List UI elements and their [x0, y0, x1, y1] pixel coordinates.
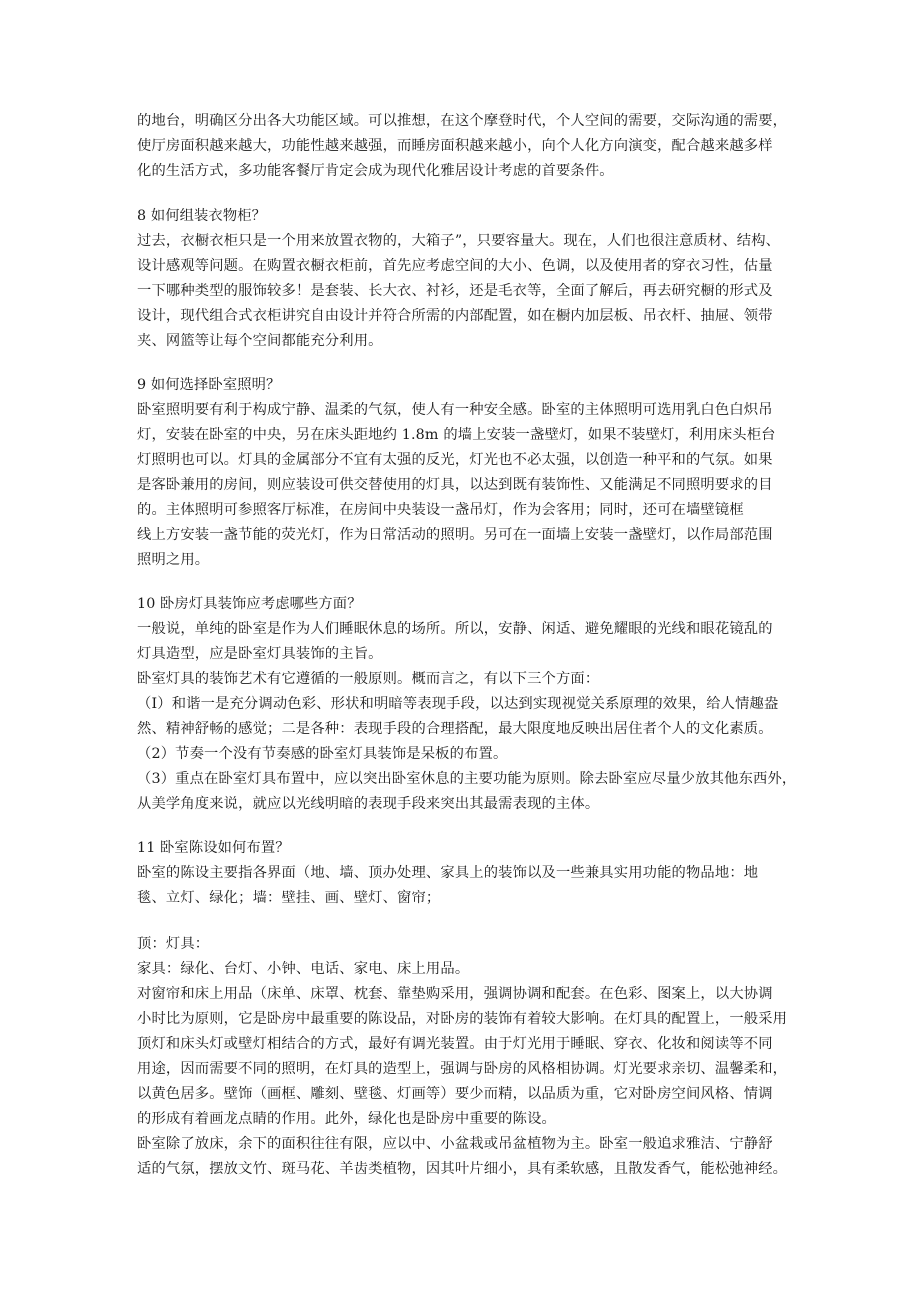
body-line: 用途，因而需要不同的照明，在灯具的造型上，强调与卧房的风格相协调。灯光要求亲切、温馨柔和， — [137, 1061, 788, 1077]
body-line: 以黄色居多。壁饰（画框、雕刻、壁毯、灯画等）要少而精，以品质为重，它对卧房空间风格、情调 — [137, 1086, 773, 1102]
body-line: 设计感观等问题。在购置衣橱衣柜前，首先应考虑空间的大小、色调，以及使用者的穿衣习性，估量 — [137, 258, 773, 274]
section-heading: 9 如何选择卧室照明？ — [137, 377, 281, 393]
body-line: 线上方安装一盏节能的荧光灯，作为日常活动的照明。另可在一面墙上安装一盏壁灯，以作局部范围 — [137, 527, 773, 543]
body-line: 灯照明也可以。灯具的金属部分不宜有太强的反光，灯光也不必太强，以创造一种平和的气氛。如果 — [137, 452, 773, 468]
body-line: 的。主体照明可参照客厅标准，在房间中央装设一盏吊灯，作为会客用；同时，还可在墙壁镜框 — [137, 502, 744, 518]
section-heading: 8 如何组装衣物柜？ — [137, 208, 267, 224]
body-line: （3）重点在卧室灯具布置中，应以突出卧室休息的主要功能为原则。除去卧室应尽量少放其他东西外， — [137, 771, 797, 787]
body-line: 使厅房面积越来越大，功能性越来越强，而睡房面积越来越小，向个人化方向演变，配合越来越多样 — [137, 138, 773, 154]
body-line: （2）节奏一个没有节奏感的卧室灯具装饰是呆板的布置。 — [137, 746, 508, 762]
body-line: 照明之用。 — [137, 552, 210, 568]
body-line: 对窗帘和床上用品（床单、床罩、枕套、靠垫购采用，强调协调和配套。在色彩、图案上，以大协调 — [137, 986, 773, 1002]
body-line: 设计，现代组合式衣柜讲究自由设计并符合所需的内部配置，如在橱内加层板、吊衣杆、抽屉、领带 — [137, 308, 773, 324]
body-line: 家具：绿化、台灯、小钟、电话、家电、床上用品。 — [137, 961, 470, 977]
body-line: 顶：灯具： — [137, 936, 210, 952]
body-line: 从美学角度来说，就应以光线明暗的表现手段来突出其最需表现的主体。 — [137, 796, 600, 812]
body-line: 的地台，明确区分出各大功能区域。可以推想，在这个摩登时代，个人空间的需要，交际沟通的需要， — [137, 113, 788, 129]
body-line: 适的气氛，摆放文竹、斑马花、羊齿类植物，因其叶片细小，具有柔软感，且散发香气，能松弛神经。 — [137, 1161, 788, 1177]
body-line: 卧室灯具的装饰艺术有它遵循的一般原则。概而言之，有以下三个方面： — [137, 671, 600, 687]
body-line: 是客卧兼用的房间，则应装设可供交替使用的灯具，以达到既有装饰性、又能满足不同照明要求的目 — [137, 477, 773, 493]
body-line: 然、精神舒畅的感觉；二是各种：表现手段的合理搭配，最大限度地反映出居住者个人的文化素质。 — [137, 721, 773, 737]
body-line: 化的生活方式，多功能客餐厅肯定会成为现代化雅居设计考虑的首要条件。 — [137, 163, 614, 179]
body-line: 卧室的陈设主要指各界面（地、墙、顶办处理、家具上的装饰以及一些兼具实用功能的物品地：地 — [137, 865, 759, 881]
body-line: 毯、立灯、绿化；墙：壁挂、画、壁灯、窗帘； — [137, 890, 441, 906]
body-line: 卧室除了放床，余下的面积往往有限，应以中、小盆栽或吊盆植物为主。卧室一般追求雅洁、宁静舒 — [137, 1136, 773, 1152]
body-line: 顶灯和床头灯或壁灯相结合的方式，最好有调光装置。由于灯光用于睡眠、穿衣、化妆和阅读等不同 — [137, 1036, 773, 1052]
body-line: 小时比为原则，它是卧房中最重要的陈设品，对卧房的装饰有着较大影响。在灯具的配置上，一般采用 — [137, 1011, 788, 1027]
section-heading: 11 卧室陈设如何布置？ — [137, 840, 290, 856]
body-line: 过去，衣橱衣柜只是一个用来放置衣物的，大箱子”，只要容量大。现在，人们也很注意质材、结构、 — [137, 233, 781, 249]
body-line: 夹、网篮等让每个空间都能充分利用。 — [137, 333, 383, 349]
body-line: 一下哪种类型的服饰较多！是套装、长大衣、衬衫，还是毛衣等，全面了解后，再去研究橱的形式及 — [137, 283, 773, 299]
body-line: 一般说，单纯的卧室是作为人们睡眠休息的场所。所以，安静、闲适、避免耀眼的光线和眼花镜乱的 — [137, 621, 773, 637]
body-line: 灯具造型，应是卧室灯具装饰的主旨。 — [137, 646, 383, 662]
section-heading: 10 卧房灯具装饰应考虑哪些方面？ — [137, 596, 362, 612]
body-line: （I）和谐一是充分调动色彩、形状和明暗等表现手段，以达到实现视觉关系原理的效果，给人情趣盎 — [137, 696, 779, 712]
body-line: 的形成有着画龙点睛的作用。此外，绿化也是卧房中重要的陈设。 — [137, 1111, 556, 1127]
body-line: 卧室照明要有利于构成宁静、温柔的气氛，使人有一种安全感。卧室的主体照明可选用乳白色白炽吊 — [137, 402, 773, 418]
body-line: 灯，安装在卧室的中央，另在床头距地约 1.8m 的墙上安装一盏壁灯，如果不装壁灯，利用床头柜台 — [137, 427, 776, 443]
